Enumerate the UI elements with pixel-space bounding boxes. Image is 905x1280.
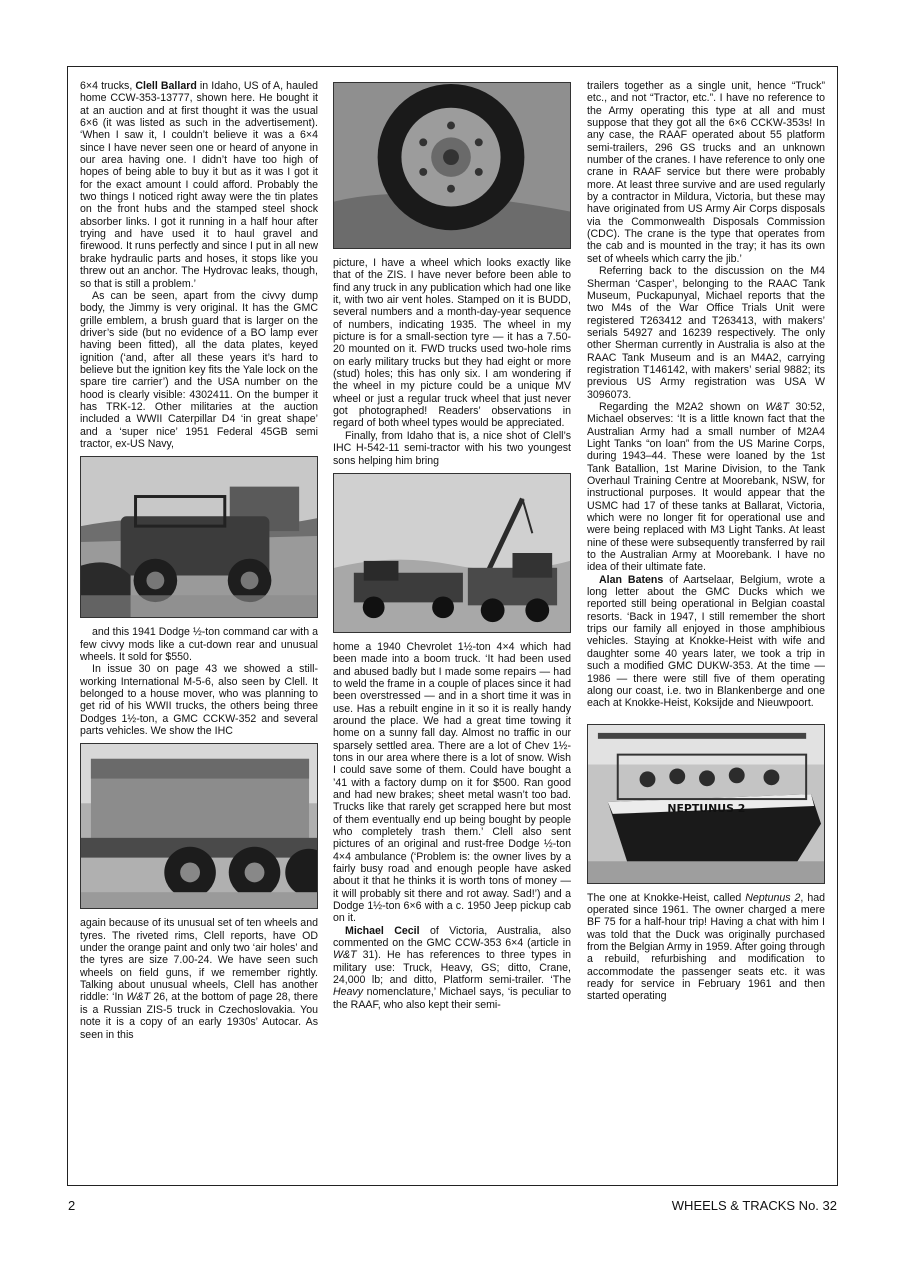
- paragraph: Michael Cecil of Victoria, Australia, also commented on the GMC CCW-353 6×4 (article in W&T 31). He has references to three types in military use: Truck, Heavy, GS; ditto, Crane, 24,000 lb; and ditto, Platform semi-trailer. ‘The Heavy nomenclature,’ Michael says, ‘is peculiar to the RAAF, who also kept their semi-: [333, 924, 571, 1011]
- paragraph: picture, I have a wheel which looks exactly like that of the ZIS. I have never before been able to find any truck in any publication which had one like it, with two air vent holes. Stamped on it is BUDD, several numbers and a month-day-year sequence of numbers, indicating 1935. The wheel in my picture is for a small-section tyre — it has a 7.50-20 mounted on it. FWD trucks used two-hole rims on early military trucks but they had eight or more (stud) holes; this has only six. I am wondering if the wheel in my picture could be a unique MV wheel or just a regular truck wheel that just never got photographed! Readers’ observations in regard of both wheel types would be appreciated.: [333, 257, 571, 430]
- photo-budd-wheel: [333, 82, 571, 249]
- photo-dodge-command-car: [80, 456, 318, 618]
- paragraph: again because of its unusual set of ten wheels and tyres. The riveted rims, Clell reports, have OD under the orange paint and only two ‘air holes’ and the tyres are size 7.00-24. We have seen such wheels on field guns, if we remember rightly. Talking about unusual wheels, Clell has another riddle: ‘In W&T 26, at the bottom of page 28, there is a Russian ZIS-5 truck in Czechoslovakia. You note it is a copy of an early 1930s’ Autocar. As seen in this: [80, 917, 319, 1041]
- paragraph: Referring back to the discussion on the M4 Sherman ‘Casper’, belonging to the RAAC Tank Museum, Puckapunyal, Michael reports that the two M4s of the War Office Trials Unit were registered T263412 and T263413, with makers’ serials 54927 and 16239 respectively. The only other Sherman currently in Australia is also at the RAAC Tank Museum and is an M4A2, carrying registration T146142, with makers’ serial 9882; its previous US Army registration was USA W 3096073.: [587, 265, 825, 401]
- boat-name: NEPTUNUS 2: [667, 801, 746, 815]
- paragraph: 6×4 trucks, Clell Ballard in Idaho, US of A, hauled home CCW-353-13777, shown here. He bought it at an auction and at first thought it was the usual 6×6 (it was listed as such in the advertisement). ‘When I saw it, I couldn’t believe it was a 6×4 since I have never seen one or heard of anyone in our area having one. I didn’t have too high of hopes of being able to buy it but as it was I got it for the exact amount I could afford. Probably the two things I noticed right away were the tin plates on the front hubs and the stamped steel shock absorber links. I got it running in a half hour after trying and have used it to haul gravel and firewood. It runs perfectly and since I put in all new brake hydraulic parts and hoses, it stops like you threw out an anchor. The Hydrovac leaks, though, so that is still a problem.’: [80, 80, 318, 290]
- paragraph: As can be seen, apart from the civvy dump body, the Jimmy is very original. It has the GMC grille emblem, a brush guard that is larger on the driver’s side (but no evidence of a BO lamp ever having been fitted), all the data plates, keyed ignition (‘and, after all these years it’s hard to believe but the ignition key fits the Yale lock on the spare tire carrier’) and the USA number on the hood is clearly visible: 4302411. On the bumper it has TRK-12. Other militaries at the auction included a WWII Caterpillar D4 ‘in great shape’ and a ‘super nice’ 1951 Federal 45GB semi tractor, ex-US Navy,: [80, 289, 318, 450]
- paragraph: and this 1941 Dodge ½-ton command car with a few civvy mods like a cut-down rear and unusual wheels. It sold for $550.: [80, 626, 318, 663]
- photo-ihc-truck: [80, 743, 318, 909]
- column-2: [333, 80, 571, 1011]
- paragraph: Alan Batens of Aartselaar, Belgium, wrote a long letter about the GMC Ducks which we reported still being operational in Belgian coastal resorts. ‘Back in 1947, I still remember the short trips our family all enjoyed in those amphibious vehicles. Staying at Knokke-Heist with wife and daughter some 40 years later, we took a trip in such a modified GMC DUKW-353. At the time — 1986 — there were still five of them operating along our coast, i.e. two in Blankenberge and one each at Knokke-Heist, Koksijde and Nieuwpoort.: [587, 573, 825, 710]
- column-1: [80, 80, 318, 1041]
- paragraph: home a 1940 Chevrolet 1½-ton 4×4 which had been made into a boom truck. ‘It had been used and abused badly but I made some repairs — had to weld the frame in a couple of places since it had been overstressed — and in a short time it was in use. Has a rebuilt engine in it so it is really handy around the place. We had a great time towing it home on a sunny fall day. Almost no traffic in our sparsely settled area. There are a lot of Chev 1½-tons in our area where there is a lot of snow. Wish I could save some of them. Could have bought a ’41 with a factory dump on it for $500. Ran good and had new brakes; sheet metal wasn’t too bad. Trucks like that rarely get scrapped here but most of them eventually end up being bought by people who completely trash them.’ Clell also sent pictures of an original and rust-free Dodge ½-ton 4×4 ambulance (‘Problem is: the owner lives by a fairly busy road and enough people have asked about it that he thinks it is worth tons of money — it will probably sit there and rot away. Sad!’) and a Dodge 1½-ton 6×6 with a c. 1950 Jeep pickup cab on it.: [333, 640, 571, 925]
- paragraph: Finally, from Idaho that is, a nice shot of Clell’s IHC H-542-11 semi-tractor with his two youngest sons helping him bring: [333, 429, 571, 467]
- column-3: [587, 80, 825, 1003]
- person-name: Alan Batens: [599, 573, 664, 586]
- paragraph: The one at Knokke-Heist, called Neptunus 2, had operated since 1961. The owner charged a mere BF 75 for a half-hour trip! Having a chat with him I was told that the Duck was originally purchased from the Belgian Army in 1959. After going through a rebuild, refurbishing and modification to accommodate the passenger seats etc. it was ready for service in February 1961 and then started operating: [587, 891, 826, 1003]
- person-name: Michael Cecil: [345, 924, 420, 937]
- paragraph: trailers together as a single unit, hence “Truck” etc., and not “Tractor, etc.”. I have no reference to the Army operating this type at all and must suppose that they got all the 6×6 CCKW-353s! In any case, the RAAF operated about 55 platform semi-trailers, 296 GS trucks and an unknown number of the cranes. I have reference to only one crane in RAAF service but there were probably more. At least three survive and are used regularly by a contractor in Mildura, Victoria, but these may have originated from US Army Air Corps disposals via the Commonwealth Disposals Commission (CDC). The crane is the type that operates from the cab and is mounted in the tray; it has its own set of wheels which carry the jib.’: [587, 80, 825, 265]
- photo-ihc-semi-tractor-towing: [333, 473, 571, 633]
- photo-neptunus-duck: [587, 724, 825, 884]
- page-number: 2: [68, 1198, 76, 1213]
- paragraph: In issue 30 on page 43 we showed a still-working International M-5-6, also seen by Clell. It belonged to a house mover, who was planning to get rid of his WWII trucks, the others being three Dodges 1½-ton, a GMC CCKW-352 and several parts vehicles. We show the IHC: [80, 663, 318, 738]
- publication-footer: WHEELS & TRACKS No. 32: [671, 1198, 837, 1213]
- paragraph: Regarding the M2A2 shown on W&T 30:52, Michael observes: ‘It is a little known fact that the Australian Army had a small number of M2A4 Light Tanks “on loan” from the US Marine Corps, during 1943–44. These were loaned by the 1st Tank Batallion, 1st Marine Division, to the Tank Overhaul Training Centre at Moorebank, NSW, for instructional purposes. It would appear that the USMC had 17 of these tanks at Ballarat, Victoria, which were no longer fit for operational use and were being replaced with M3 Light Tanks. At least nine of these were subsequently transferred by rail to the Australian Army at Moorebank. I have no idea of their ultimate fate.: [587, 400, 826, 574]
- person-name: Clell Ballard: [135, 80, 197, 92]
